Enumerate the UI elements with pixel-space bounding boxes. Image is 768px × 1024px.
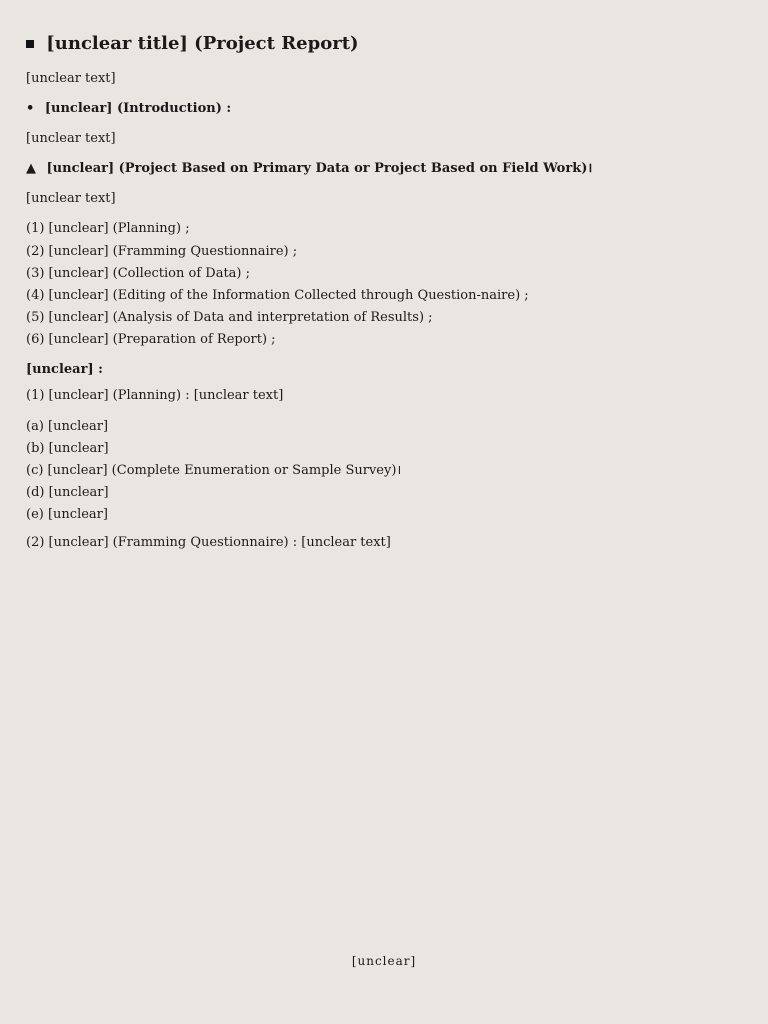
- list-item: (2) [unclear] (Framming Questionnaire) ;: [26, 243, 298, 259]
- planning-items: [26, 417, 730, 526]
- primary-section-heading: [26, 159, 730, 179]
- planning-text: [unclear text]: [193, 388, 284, 404]
- bullet-icon: •: [26, 100, 35, 116]
- questionnaire-label: (2) [unclear] (Framming Questionnaire) :: [26, 535, 298, 551]
- steps-explain-heading: [unclear] :: [26, 362, 103, 378]
- list-item: (3) [unclear] (Collection of Data) ;: [26, 265, 251, 281]
- list-item: (6) [unclear] (Preparation of Report) ;: [26, 332, 276, 348]
- list-item: (1) [unclear] (Planning) ;: [26, 221, 190, 237]
- questionnaire-text: [unclear text]: [301, 535, 391, 551]
- list-item: (e) [unclear]: [26, 507, 108, 523]
- list-item: (b) [unclear]: [26, 440, 109, 456]
- questionnaire-paragraph: [26, 533, 730, 553]
- page-number: [unclear]: [351, 954, 417, 968]
- planning-label: (1) [unclear] (Planning) :: [26, 388, 190, 404]
- list-item: (c) [unclear] (Complete Enumeration or Sample Survey)।: [26, 462, 402, 478]
- introduction-paragraph: [unclear text]: [26, 130, 116, 146]
- intro-paragraph: [unclear text]: [26, 70, 116, 86]
- square-bullet-icon: [26, 40, 34, 48]
- steps-list: [26, 219, 730, 350]
- list-item: (d) [unclear]: [26, 484, 109, 500]
- section-title: [unclear title] (Project Report): [46, 33, 359, 54]
- list-item: (5) [unclear] (Analysis of Data and interpretation of Results) ;: [26, 309, 433, 325]
- list-item: (a) [unclear]: [26, 418, 109, 434]
- primary-section-label: [unclear] (Project Based on Primary Data or Project Based on Field Work)।: [46, 161, 593, 177]
- section-heading: [26, 34, 730, 55]
- triangle-bullet-icon: ▲: [26, 161, 36, 177]
- introduction-heading: [26, 99, 730, 119]
- planning-paragraph: [26, 386, 730, 406]
- introduction-label: [unclear] (Introduction) :: [44, 100, 232, 116]
- primary-section-intro: [unclear text]: [26, 191, 116, 207]
- list-item: (4) [unclear] (Editing of the Information Collected through Question-naire) ;: [26, 287, 529, 303]
